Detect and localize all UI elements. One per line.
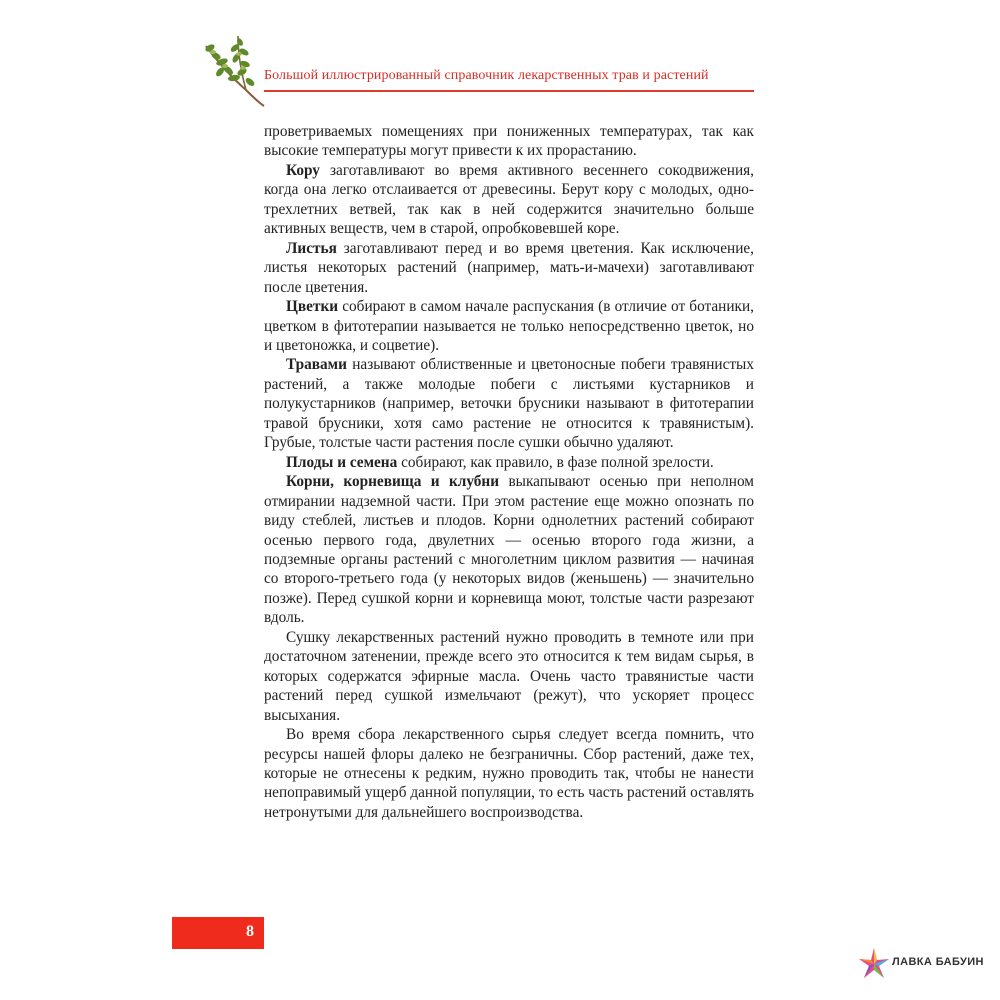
- running-header: [264, 68, 754, 84]
- body-text: [264, 122, 754, 822]
- paragraph-term: Травами: [286, 356, 347, 374]
- brand-label: ЛАВКА БАБУИН: [892, 956, 984, 968]
- paragraph: [264, 453, 754, 472]
- paragraph: [264, 239, 754, 297]
- paragraph: [264, 297, 754, 355]
- header-rule: [264, 90, 754, 92]
- paragraph-text: выкапывают осенью при неполном отмирании надземной части. При этом растение еще можно опознать по виду стеблей, листьев и плодов. Корни однолетних растений собирают осенью первого года, двулетних — осенью второго года жизни, а подземные органы растений с многолетним циклом развития — начиная со второго-третьего года (у некоторых видов (женьшень) — значительно позже). Перед сушкой корни и корневища моют, толстые части разрезают вдоль.: [264, 473, 754, 627]
- paragraph-term: Цветки: [286, 298, 339, 316]
- paragraph: [264, 355, 754, 452]
- paragraph: [264, 725, 754, 822]
- paragraph: [264, 472, 754, 628]
- herb-sprig-icon: [198, 32, 268, 112]
- paragraph-term: Корни, корневища и клубни: [286, 473, 500, 491]
- paragraph-text: Сушку лекарственных растений нужно проводить в темноте или при достаточном затенении, прежде всего это относится к тем видам сырья, в которых содержатся эфирные масла. Очень часто травянистые части растений перед сушкой измельчают (режут), что ускоряет процесс высыхания.: [264, 628, 754, 724]
- paragraph-text: собирают в самом начале распускания (в отличие от ботаники, цветком в фитотерапии называется не только непосредственно цветок, но и цветоножка, и соцветие).: [264, 298, 754, 354]
- paragraph-term: Листья: [286, 239, 337, 257]
- paragraph-text: собирают, как правило, в фазе полной зрелости.: [397, 453, 714, 471]
- paragraph-text: Во время сбора лекарственного сырья следует всегда помнить, что ресурсы нашей флоры далеко не безграничны. Сбор растений, даже тех, которые не отнесены к редким, нужно проводить так, чтобы не нанести непоправимый ущерб данной популяции, то есть часть растений оставлять нетронутыми для дальнейшего воспроизводства.: [264, 726, 754, 821]
- paragraph-text: заготавливают перед и во время цветения. Как исключение, листья некоторых растений (например, мать-и-мачехи) заготавливают после цветения.: [264, 239, 754, 296]
- paragraph-term: Плоды и семена: [286, 453, 398, 471]
- page-number: 8: [246, 923, 254, 940]
- paragraph-text: проветриваемых помещениях при пониженных температурах, так как высокие температуры могут привести к их прорастанию.: [264, 123, 754, 160]
- paragraph: [264, 628, 754, 725]
- paragraph-text: называют облиственные и цветоносные побеги травянистых растений, а также молодые побеги с листьями кустарников и полукустарников (например, веточки брусники называют в фитотерапии травой брусники, хотя само растение не относится к травянистым). Грубые, толстые части растения после сушки обычно удаляют.: [264, 356, 754, 452]
- paragraph: [264, 161, 754, 239]
- paragraph-term: Кору: [286, 161, 320, 179]
- paragraph: [264, 122, 754, 161]
- book-title: Большой иллюстрированный справочник лекарственных трав и растений: [264, 68, 709, 83]
- paragraph-text: заготавливают во время активного весеннего сокодвижения, когда она легко отслаивается от древесины. Берут кору с молодых, одно-трехлетних ветвей, так как в ней содержится значительно больше активных веществ, чем в старой, опробковевшей коре.: [264, 161, 754, 238]
